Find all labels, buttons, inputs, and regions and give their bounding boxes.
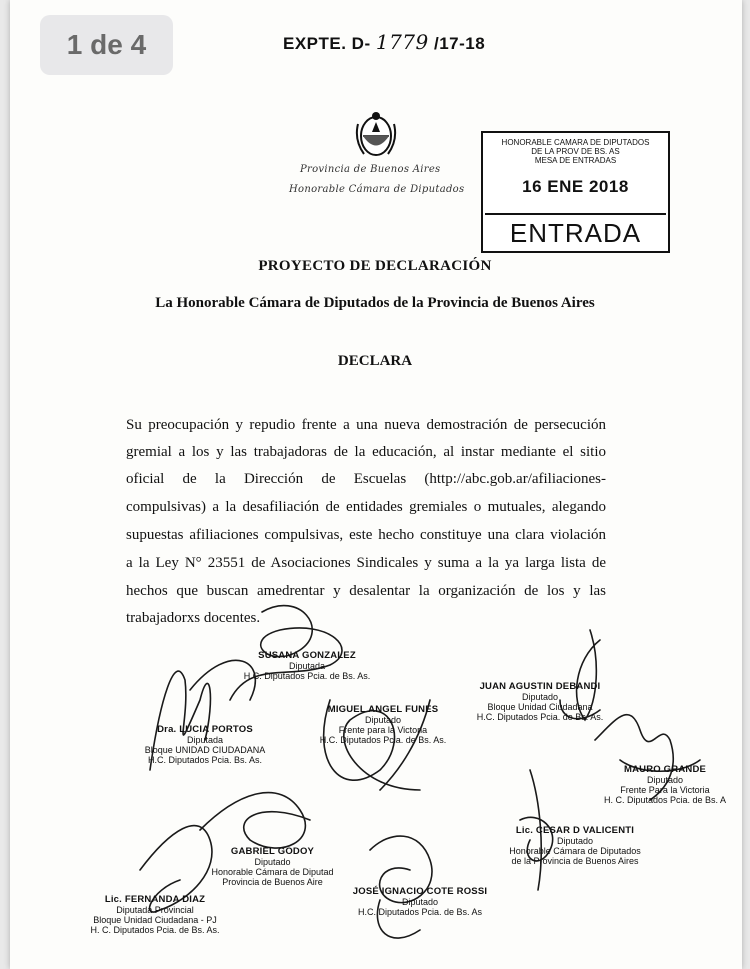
signer-role: Diputada (186, 735, 224, 745)
signer-org-2: H. C. Diputados Pcia. de Bs. A (603, 795, 727, 805)
signer-role: Diputada (288, 661, 326, 671)
signer-org: Frente para la Victoria (338, 725, 428, 735)
body-line: oficial de la Dirección de Escuelas (http://abc.gob.ar/afiliaciones- (126, 471, 606, 487)
signer-org-2: Provincia de Buenos Aire (222, 877, 323, 887)
body-line: trabajadorxs docentes. (126, 610, 261, 626)
signer-role: Diputado (254, 857, 291, 867)
signer-org: Frente Para la Victoria (620, 785, 710, 795)
header-chamber: Honorable Cámara de Diputados (289, 184, 465, 195)
signer-name: Dra. LUCIA PORTOS (157, 724, 253, 735)
body-line: hechos que buscan amedrentar y desalentar la organización de los y las (126, 583, 606, 599)
signature-block (465, 682, 615, 722)
stamp-line-1: HONORABLE CAMARA DE DIPUTADOS (501, 138, 650, 147)
stamp-line-3: MESA DE ENTRADAS (534, 156, 617, 165)
signer-name: MIGUEL ANGEL FUNES (327, 704, 439, 715)
signature-scrawl (200, 793, 310, 848)
page-indicator: 1 de 4 (40, 15, 173, 75)
signature-block (130, 725, 280, 765)
signer-name: Lic. CESAR D VALICENTI (515, 825, 635, 836)
signer-org: Bloque Unidad Ciudadana - PJ (93, 915, 217, 925)
signer-org-2: H.C. Diputados Pcia. Bs. As. (147, 755, 263, 765)
document-title: PROYECTO DE DECLARACIÓN (258, 258, 492, 274)
file-number-handwritten: 1779 (375, 30, 429, 54)
signer-org-2: H.C. Diputados Pcia. de Bs. As. (476, 712, 604, 722)
signer-name: Lic. FERNANDA DIAZ (104, 894, 206, 905)
signature-block (303, 705, 463, 745)
signer-org: Honorable Cámara de Diputados (509, 846, 641, 856)
signer-org: Bloque Unidad Ciudadana (487, 702, 593, 712)
signer-name: JOSÉ IGNACIO COTE ROSSI (352, 886, 488, 897)
signer-role: Diputado (401, 897, 439, 907)
signer-org: H.C. Diputados Pcia. de Bs. As. (243, 671, 371, 681)
signer-role: Diputado (646, 775, 684, 785)
stamp-date: 16 ENE 2018 (522, 177, 629, 196)
stamp-label: ENTRADA (485, 213, 666, 249)
stamp-line-2: DE LA PROV DE BS. AS (531, 147, 620, 156)
body-line: gremial a los y las trabajadoras de la educación, al instar mediante el sitio (126, 444, 606, 460)
chamber-title: La Honorable Cámara de Diputados de la Provincia de Buenos Aires (155, 295, 595, 311)
signature-block (340, 887, 500, 917)
signer-org-2: H. C. Diputados Pcia. de Bs. As. (90, 925, 220, 935)
signer-org: Bloque UNIDAD CIUDADANA (144, 745, 266, 755)
body-line: supuestas afiliaciones compulsivas, este hecho constituye una clara violación (126, 527, 606, 543)
signer-role: Diputada Provincial (116, 905, 194, 915)
signature-block (600, 765, 730, 805)
signature-block (200, 847, 345, 887)
signer-name: SUSANA GONZALEZ (258, 650, 356, 661)
signer-org: H.C. Diputados Pcia. de Bs. As (357, 907, 483, 917)
signer-org-2: de la Provincia de Buenos Aires (511, 856, 639, 866)
signature-block (232, 651, 382, 681)
file-number-suffix: /17-18 (434, 34, 486, 53)
signer-name: JUAN AGUSTIN DEBANDI (479, 681, 601, 692)
body-line: compulsivas) a la desafiliación de entidades gremiales o mutuales, alegando (126, 499, 606, 515)
signer-role: Diputado (556, 836, 594, 846)
signature-block (495, 826, 655, 866)
body-line: a la Ley N° 23551 de Asociaciones Sindicales y suma a la ya larga lista de (126, 555, 606, 571)
signer-org: Honorable Cámara de Diputad (211, 867, 334, 877)
signer-role: Diputado (521, 692, 559, 702)
body-line: Su preocupación y repudio frente a una nueva demostración de persecución (126, 417, 606, 433)
declares-heading: DECLARA (337, 353, 413, 369)
file-number-prefix: EXPTE. D- (283, 34, 371, 53)
signer-name: GABRIEL GODOY (230, 846, 315, 857)
signer-name: MAURO GRANDE (623, 764, 707, 775)
header-province: Provincia de Buenos Aires (300, 164, 441, 175)
signature-block (80, 895, 230, 935)
signer-org-2: H.C. Diputados Pcia. de Bs. As. (319, 735, 447, 745)
signer-role: Diputado (364, 715, 402, 725)
